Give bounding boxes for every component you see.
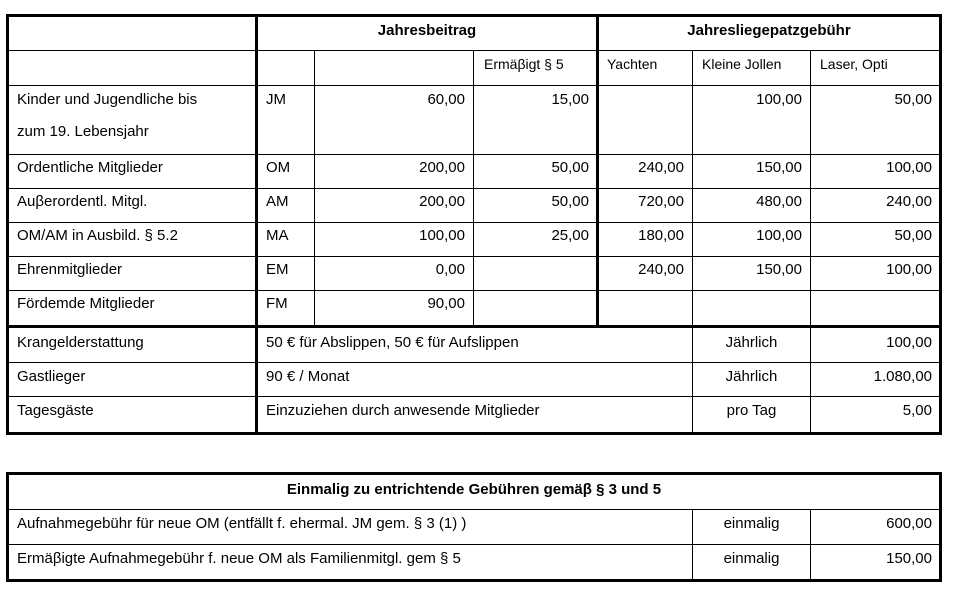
extra-description: Einzuziehen durch anwesende Mitglieder [266,402,540,419]
member-label: Auβerordentl. Mitgl. [17,193,148,210]
jollen-value: 480,00 [756,193,802,210]
laser-value: 100,00 [886,159,932,176]
ermaessigt-value: 50,00 [551,193,589,210]
header-yachten: Yachten [607,56,658,72]
row-divider [6,154,942,155]
row-divider [6,50,942,51]
extra-period: Jährlich [725,334,778,351]
header-jahresliegeplatz: Jahresliegepatzgebühr [687,22,851,39]
member-code: JM [266,91,286,108]
table-border-bottom [6,579,942,582]
row-divider [6,396,942,397]
member-code: OM [266,159,291,176]
onetime-label: Aufnahmegebühr für neue OM (entfällt f. ehermal. JM gem. § 3 (1) ) [17,515,467,532]
header-ermaessigt: Ermäβigt § 5 [484,56,564,72]
ermaessigt-value: 15,00 [551,91,589,108]
onetime-period: einmalig [723,515,780,532]
beitrag-value: 60,00 [427,91,465,108]
onetime-label: Ermäβigte Aufnahmegebühr f. neue OM als Familienmitgl. gem § 5 [17,550,461,567]
ermaessigt-value: 50,00 [551,159,589,176]
beitrag-value: 200,00 [419,159,465,176]
row-divider [6,256,942,257]
yachten-value: 720,00 [638,193,684,210]
jollen-value: 100,00 [756,91,802,108]
member-label: Ehrenmitglieder [17,261,123,278]
ermaessigt-value: 25,00 [551,227,589,244]
table-border-right [939,472,942,582]
row-divider [6,290,942,291]
jollen-value: 150,00 [756,159,802,176]
header-kleine-jollen: Kleine Jollen [702,56,782,72]
member-code: EM [266,261,289,278]
header-laser-opti: Laser, Opti [820,56,888,72]
col-divider [255,14,258,435]
yachten-value: 240,00 [638,159,684,176]
table-border-bottom [6,432,942,435]
extra-period: pro Tag [726,402,777,419]
laser-value: 50,00 [894,227,932,244]
row-divider [6,544,942,545]
member-code: FM [266,295,288,312]
jollen-value: 150,00 [756,261,802,278]
extra-amount: 5,00 [902,402,932,419]
extra-amount: 1.080,00 [873,368,932,385]
table-border-top [6,14,942,17]
member-label: Ordentliche Mitglieder [17,159,163,176]
beitrag-value: 90,00 [427,295,465,312]
member-code: AM [266,193,289,210]
table-border-right [939,14,942,435]
yachten-value: 180,00 [638,227,684,244]
section-divider [6,325,942,328]
extra-label: Gastlieger [17,368,86,385]
row-divider [6,509,942,510]
extra-description: 50 € für Abslippen, 50 € für Aufslippen [266,334,519,351]
row-divider [6,222,942,223]
table-border-top [6,472,942,475]
extra-amount: 100,00 [886,334,932,351]
laser-value: 240,00 [886,193,932,210]
yachten-value: 240,00 [638,261,684,278]
extra-period: Jährlich [725,368,778,385]
beitrag-value: 100,00 [419,227,465,244]
table-border-left [6,14,9,435]
laser-value: 100,00 [886,261,932,278]
onetime-amount: 600,00 [886,515,932,532]
member-label: OM/AM in Ausbild. § 5.2 [17,227,178,244]
member-label: Fördemde Mitglieder [17,295,155,312]
onetime-title: Einmalig zu entrichtende Gebühren gemäβ § 3 und 5 [286,481,662,498]
jollen-value: 100,00 [756,227,802,244]
member-label: Kinder und Jugendliche bis [17,91,198,108]
member-label-line2: zum 19. Lebensjahr [17,123,149,140]
row-divider [6,362,942,363]
header-jahresbeitrag: Jahresbeitrag [377,22,477,39]
extra-label: Krangelderstattung [17,334,144,351]
row-divider [6,85,942,86]
beitrag-value: 0,00 [435,261,465,278]
member-code: MA [266,227,289,244]
beitrag-value: 200,00 [419,193,465,210]
onetime-period: einmalig [723,550,780,567]
extra-description: 90 € / Monat [266,368,350,385]
row-divider [6,188,942,189]
extra-label: Tagesgäste [17,402,94,419]
onetime-amount: 150,00 [886,550,932,567]
laser-value: 50,00 [894,91,932,108]
